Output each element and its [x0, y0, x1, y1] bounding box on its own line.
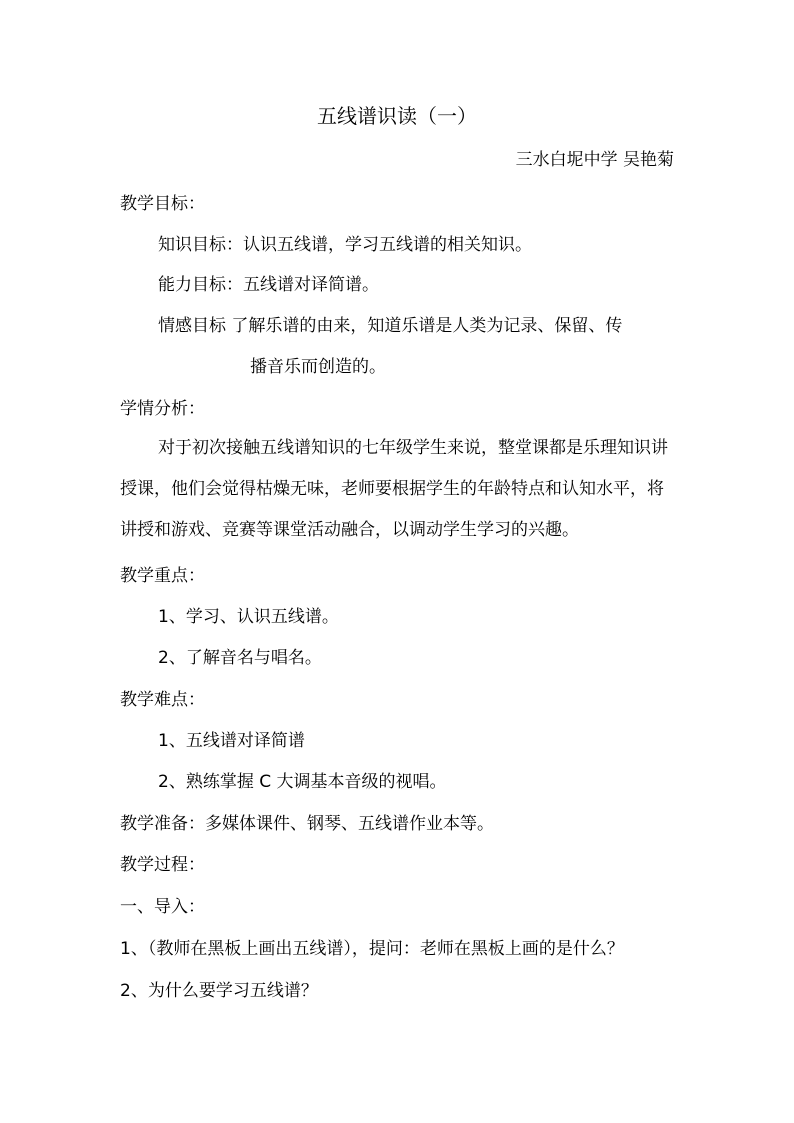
- emotion-goal-line2: 播音乐而创造的。: [250, 357, 386, 377]
- analysis-heading: 学情分析：: [120, 399, 205, 419]
- key-points-heading: 教学重点：: [120, 566, 205, 586]
- objectives-heading: 教学目标：: [120, 194, 205, 214]
- analysis-paragraph: 对于初次接触五线谱知识的七年级学生来说，整堂课都是乐理知识讲授课，他们会觉得枯燥无味，老师要根据学生的年龄特点和认知水平，将讲授和游戏、竞赛等课堂活动融合，以调动学生学习的兴趣。: [120, 438, 668, 540]
- key-point-2: 2、了解音名与唱名。: [158, 648, 322, 668]
- preparation: 教学准备：多媒体课件、钢琴、五线谱作业本等。: [120, 814, 494, 834]
- doc-title: 五线谱识读（一）: [317, 104, 477, 128]
- difficulty-2: 2、熟练掌握 C 大调基本音级的视唱。: [158, 772, 447, 792]
- difficulty-1: 1、五线谱对译简谱: [158, 731, 305, 751]
- difficulties-heading: 教学难点：: [120, 690, 205, 710]
- process-heading: 教学过程：: [120, 855, 205, 875]
- knowledge-goal: 知识目标：认识五线谱，学习五线谱的相关知识。: [158, 235, 532, 255]
- intro-item-2: 2、为什么要学习五线谱？: [120, 981, 318, 1001]
- key-point-1: 1、学习、认识五线谱。: [158, 607, 339, 627]
- ability-goal: 能力目标：五线谱对译简谱。: [158, 275, 379, 295]
- emotion-goal-line1: 情感目标 了解乐谱的由来，知道乐谱是人类为记录、保留、传: [158, 316, 623, 336]
- intro-heading: 一、导入：: [120, 897, 205, 917]
- intro-item-1: 1、（教师在黑板上画出五线谱），提问：老师在黑板上画的是什么？: [120, 939, 624, 959]
- doc-author: 三水白坭中学 吴艳菊: [515, 150, 674, 170]
